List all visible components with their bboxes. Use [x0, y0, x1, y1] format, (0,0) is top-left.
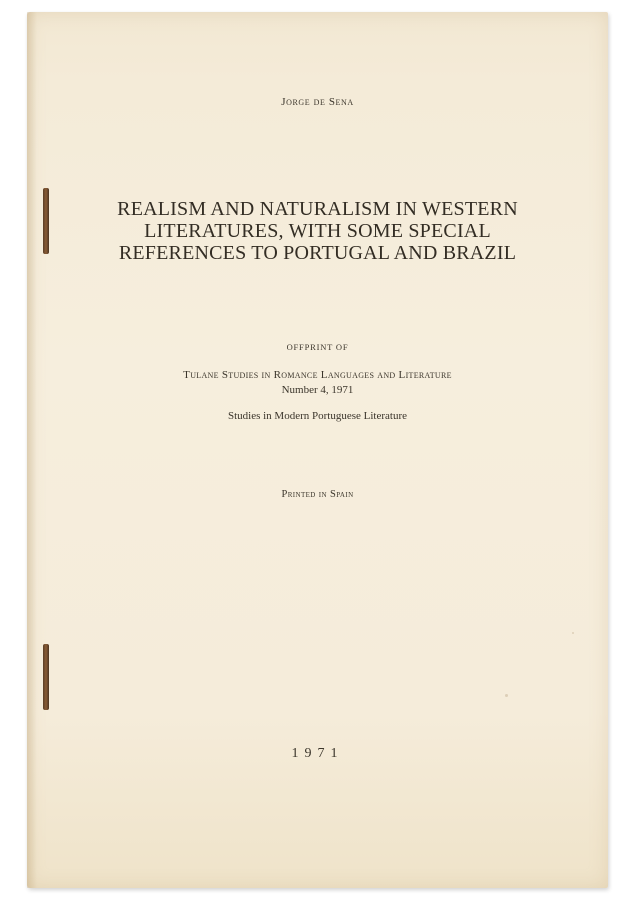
printed-note: Printed in Spain: [281, 489, 354, 500]
title-line-2: LITERATURES, WITH SOME SPECIAL: [144, 220, 491, 242]
publication-year: 1971: [291, 746, 344, 761]
journal-name: Tulane Studies in Romance Languages and Literature: [183, 369, 452, 381]
series-name: Studies in Modern Portuguese Literature: [227, 410, 408, 422]
paper-spot: [505, 694, 508, 697]
book-title: [27, 198, 608, 264]
paper-spot: [572, 632, 574, 634]
title-line-3: REFERENCES TO PORTUGAL AND BRAZIL: [118, 242, 517, 264]
title-line-1: REALISM AND NATURALISM IN WESTERN: [117, 198, 518, 220]
offprint-label: OFFPRINT OF: [286, 342, 349, 352]
journal-number: Number 4, 1971: [281, 384, 354, 396]
booklet-cover: [27, 12, 608, 888]
author-name: Jorge de Sena: [281, 96, 354, 108]
staple-bottom: [43, 644, 49, 710]
